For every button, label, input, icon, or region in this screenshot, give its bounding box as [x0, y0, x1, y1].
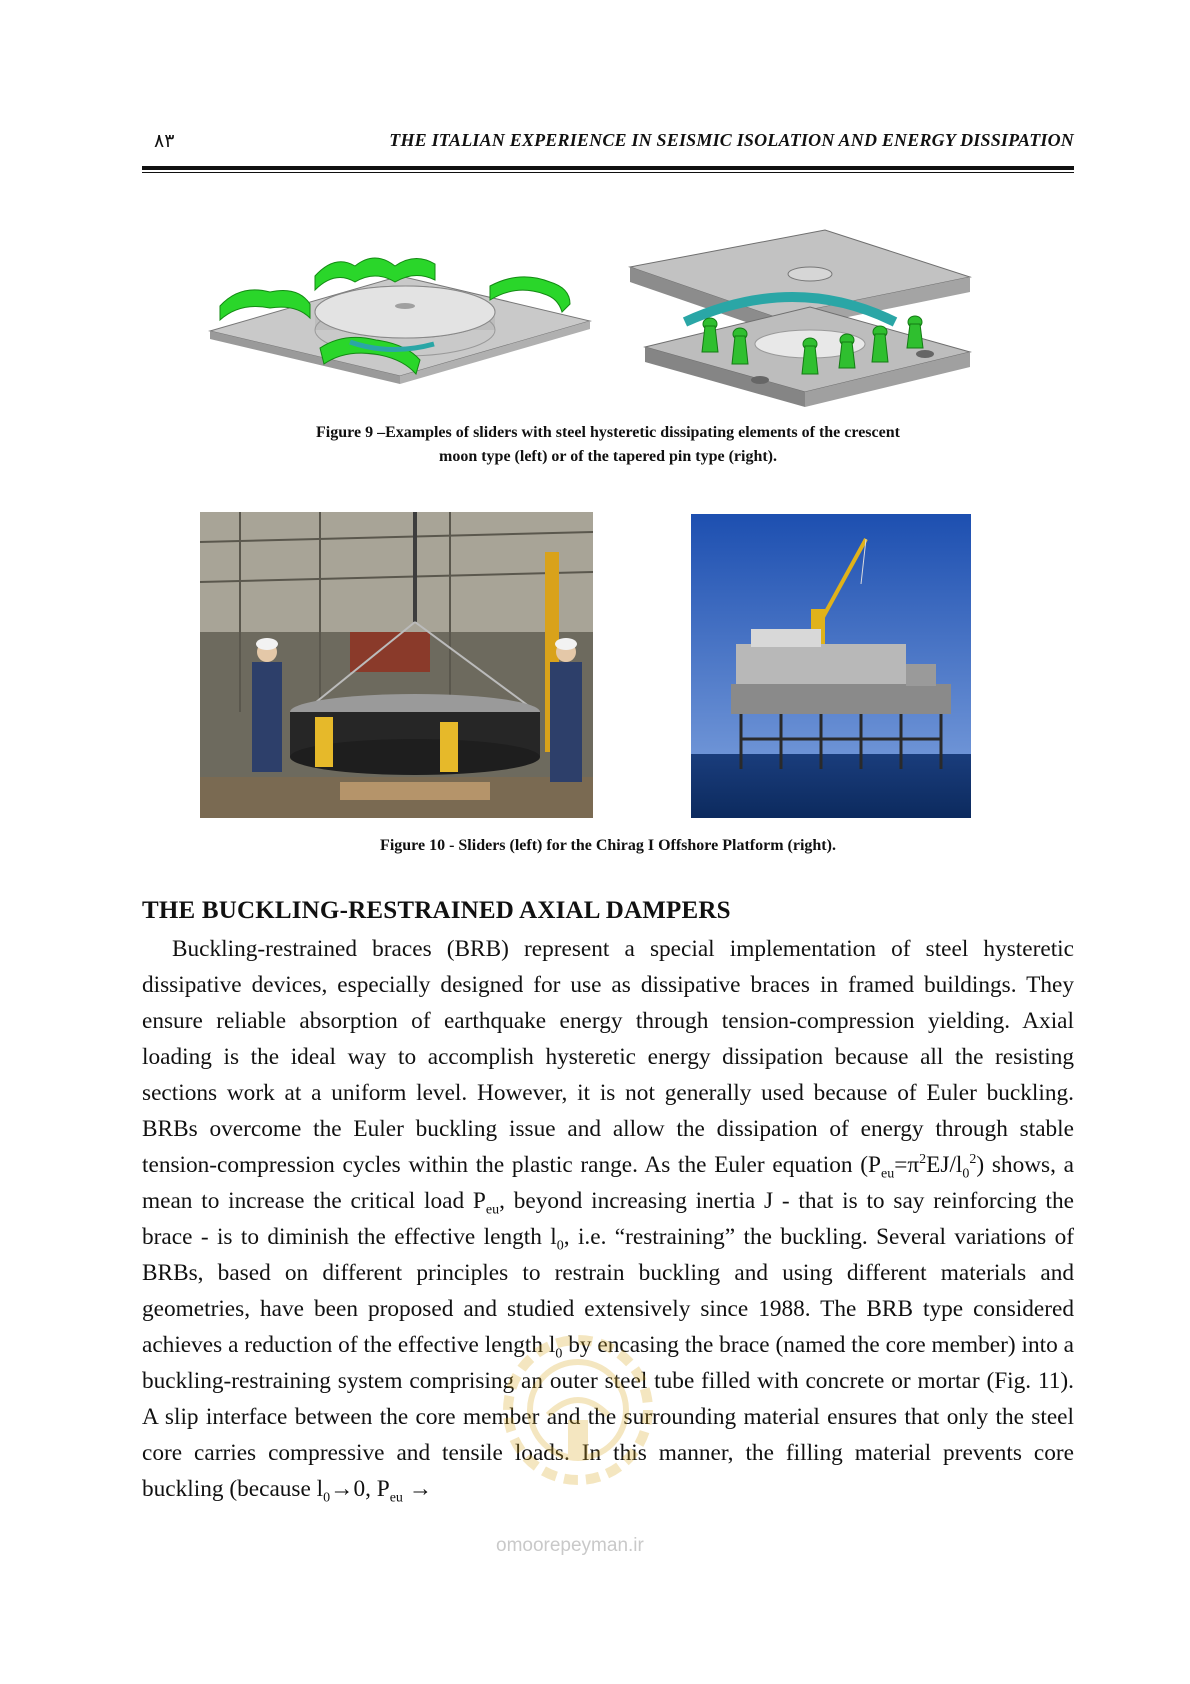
- body-text-part: , i.e. “restraining” the buckling. Several variations of BRBs, based on different principles to restrain buckling and using different materials and geometries, have been proposed and studied extensively since 1988. The BRB type considered achieves a reduction of the effective length l: [142, 1224, 1074, 1358]
- figure9-tapered-pin-slider-image: [625, 222, 975, 412]
- superscript-2: 2: [969, 1152, 977, 1168]
- subscript-0: 0: [962, 1166, 970, 1182]
- subscript-eu: eu: [389, 1490, 403, 1506]
- page-number: ۸۳: [154, 131, 175, 152]
- page-header: [142, 128, 1074, 154]
- figure10-caption: Figure 10 - Sliders (left) for the Chirag I Offshore Platform (right).: [380, 837, 836, 854]
- figure9-caption-line2: moon type (left) or of the tapered pin type (right).: [438, 448, 778, 465]
- body-text-part: →0, P: [330, 1476, 390, 1502]
- watermark-site: omoorepeyman.ir: [496, 1535, 644, 1556]
- figure10-offshore-platform-photo: [691, 514, 971, 818]
- figure9-caption: [142, 421, 1074, 469]
- figure10-workshop-slider-photo: [200, 512, 593, 818]
- figure9-crescent-slider-image: [200, 236, 600, 396]
- subscript-eu: eu: [485, 1202, 500, 1218]
- section-heading: THE BUCKLING-RESTRAINED AXIAL DAMPERS: [142, 897, 731, 924]
- header-rule: [142, 166, 1074, 170]
- subscript-0: 0: [556, 1238, 564, 1254]
- equation-part: =π: [894, 1152, 920, 1178]
- watermark-logo: [488, 1320, 668, 1520]
- header-rule-thin: [142, 172, 1074, 173]
- body-text-part: →: [402, 1476, 433, 1502]
- body-text-part: ) shows, a mean to increase the critical load P: [142, 1152, 1074, 1214]
- body-text-part: by encasing the brace (named the core member) into a buckling-restraining system comprising an outer steel tube filled with concrete or mortar (Fig. 11). A slip interface between the core member and the surrounding material ensures that only the steel core carries compressive and tensile loads. In this manner, the filling material prevents core buckling (because l: [142, 1332, 1075, 1502]
- subscript-0: 0: [555, 1346, 563, 1362]
- running-title: THE ITALIAN EXPERIENCE IN SEISMIC ISOLATION AND ENERGY DISSIPATION: [389, 130, 1074, 150]
- body-text-part: Buckling-restrained braces (BRB) represent a special implementation of steel hysteretic dissipative devices, especially designed for use as dissipative braces in framed buildings. They ensure reliable absorption of earthquake energy through tension-compression yielding. Axial loading is the ideal way to accomplish hysteretic energy dissipation because all the resisting sections work at a uniform level. However, it is not generally used because of Euler buckling. BRBs overcome the Euler buckling issue and allow the dissipation of energy through stable tension-compression cycles within the plastic range. As the Euler equation (P: [142, 936, 1074, 1178]
- superscript-2: 2: [919, 1152, 927, 1168]
- body-text-part: , beyond increasing inertia J - that is to say reinforcing the brace - is to diminish the effective length l: [142, 1188, 1074, 1250]
- subscript-eu: eu: [881, 1166, 895, 1182]
- subscript-0: 0: [323, 1490, 331, 1506]
- equation-part: EJ/l: [926, 1152, 963, 1178]
- figure9-caption-line1: Figure 9 –Examples of sliders with steel hysteretic dissipating elements of the crescent: [316, 424, 900, 441]
